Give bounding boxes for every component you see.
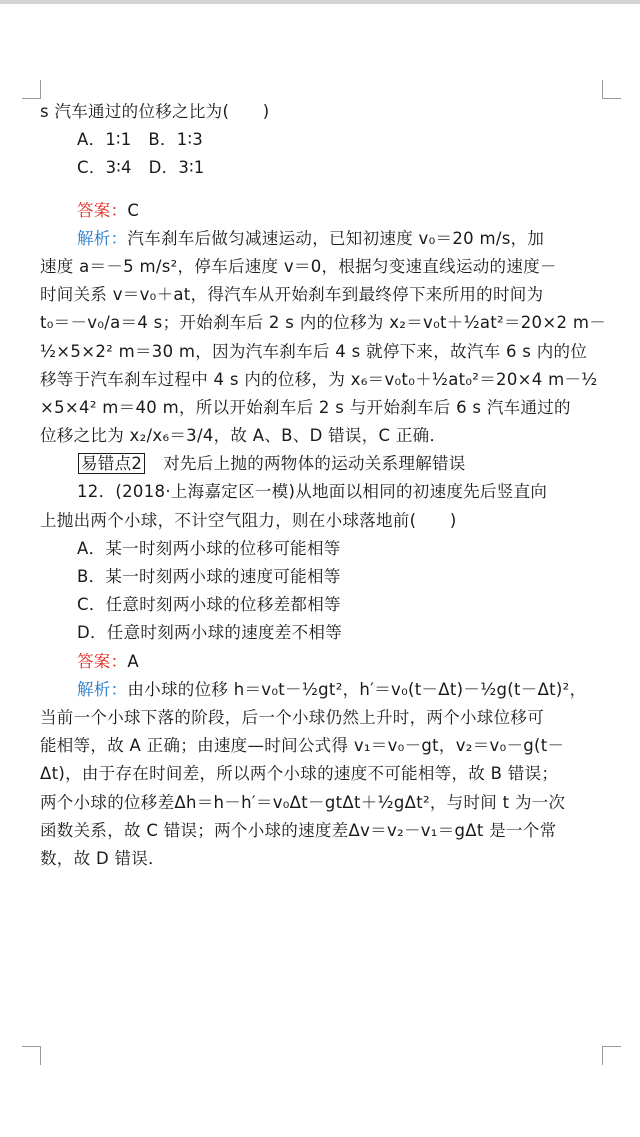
top-border xyxy=(0,0,640,4)
q11-analysis-line-7: ×5×4² m＝40 m，所以开始刹车后 2 s 与开始刹车后 6 s 汽车通过的 xyxy=(40,397,571,417)
answer-label: 答案： xyxy=(77,651,128,671)
q12-analysis-line-3: 能相等，故 A 正确；由速度—时间公式得 v₁＝v₀－gt，v₂＝v₀－g(t－ xyxy=(40,736,565,756)
answer-label: 答案： xyxy=(77,200,128,220)
q12-analysis-line-1: 解析：由小球的位移 h＝v₀t－½gt²，h′＝v₀(t－Δt)－½g(t－Δt)²， xyxy=(77,679,587,699)
q11-analysis-line-6: 移等于汽车刹车过程中 4 s 内的位移，为 x₆＝v₀t₀＋½at₀²＝20×4 m－½ xyxy=(40,369,598,389)
q12-analysis-line-6: 函数关系，故 C 错误；两个小球的速度差Δv＝v₂－v₁＝gΔt 是一个常 xyxy=(40,820,557,840)
q11-stem-end: s 汽车通过的位移之比为( ) xyxy=(40,102,270,121)
page-corner-mark xyxy=(22,80,41,99)
q11-analysis-line-8: 位移之比为 x₂/x₆＝3/4，故 A、B、D 错误，C 正确． xyxy=(40,426,447,446)
q11-options-row-2: C．3∶4 D．3∶1 xyxy=(77,158,205,178)
q11-answer-line xyxy=(40,197,602,225)
error-point-title: 对先后上抛的两物体的运动关系理解错误 xyxy=(163,454,466,474)
q12-analysis-line-4: Δt)，由于存在时间差，所以两个小球的速度不可能相等，故 B 错误； xyxy=(40,764,559,784)
document-page xyxy=(40,98,606,873)
q11-options-row-1: A．1∶1 B．1∶3 xyxy=(77,130,203,150)
q12-analysis-line-2: 当前一个小球下落的阶段，后一个小球仍然上升时，两个小球位移可 xyxy=(40,707,544,727)
q12-answer-line xyxy=(40,648,602,676)
page-corner-mark xyxy=(602,1046,621,1065)
analysis-label: 解析： xyxy=(77,679,128,699)
q12-analysis-line-5: 两个小球的位移差Δh＝h－h′＝v₀Δt－gtΔt＋½gΔt²，与时间 t 为一次 xyxy=(40,792,566,812)
q12-option-b: B．某一时刻两小球的速度可能相等 xyxy=(77,567,341,586)
q12-option-d: D．任意时刻两小球的速度差不相等 xyxy=(77,623,343,643)
q12-analysis-line-7: 数，故 D 错误． xyxy=(40,848,165,868)
error-point-heading xyxy=(40,450,602,478)
q12-option-a: A．某一时刻两小球的位移可能相等 xyxy=(77,538,341,558)
q11-analysis-line-2: 速度 a＝－5 m/s²，停车后速度 v＝0，根据匀变速直线运动的速度－ xyxy=(40,256,557,276)
q12-option-c: C．任意时刻两小球的位移差都相等 xyxy=(77,595,341,615)
q11-analysis-line-1: 解析：汽车刹车后做匀减速运动，已知初速度 v₀＝20 m/s，加 xyxy=(77,228,545,248)
q11-analysis-line-5: ½×5×2² m＝30 m，因为汽车刹车后 4 s 就停下来，故汽车 6 s 内的位 xyxy=(40,341,588,361)
q11-answer: C xyxy=(127,200,140,220)
analysis-label: 解析： xyxy=(77,228,128,248)
q11-analysis-line-4: t₀＝－v₀/a＝4 s；开始刹车后 2 s 内的位移为 x₂＝v₀t＋½at²＝20×2 m－ xyxy=(40,313,606,333)
error-point-tag: 易错点2 xyxy=(78,453,145,474)
q12-stem-line-1: 12．(2018·上海嘉定区一模)从地面以相同的初速度先后竖直向 xyxy=(77,482,548,502)
page-corner-mark xyxy=(22,1046,41,1065)
q12-stem-line-2: 上抛出两个小球，不计空气阻力，则在小球落地前( ) xyxy=(40,510,457,530)
q11-analysis-line-3: 时间关系 v＝v₀＋at，得汽车从开始刹车到最终停下来所用的时间为 xyxy=(40,285,544,305)
page-corner-mark xyxy=(602,80,621,99)
q12-answer: A xyxy=(127,651,139,671)
